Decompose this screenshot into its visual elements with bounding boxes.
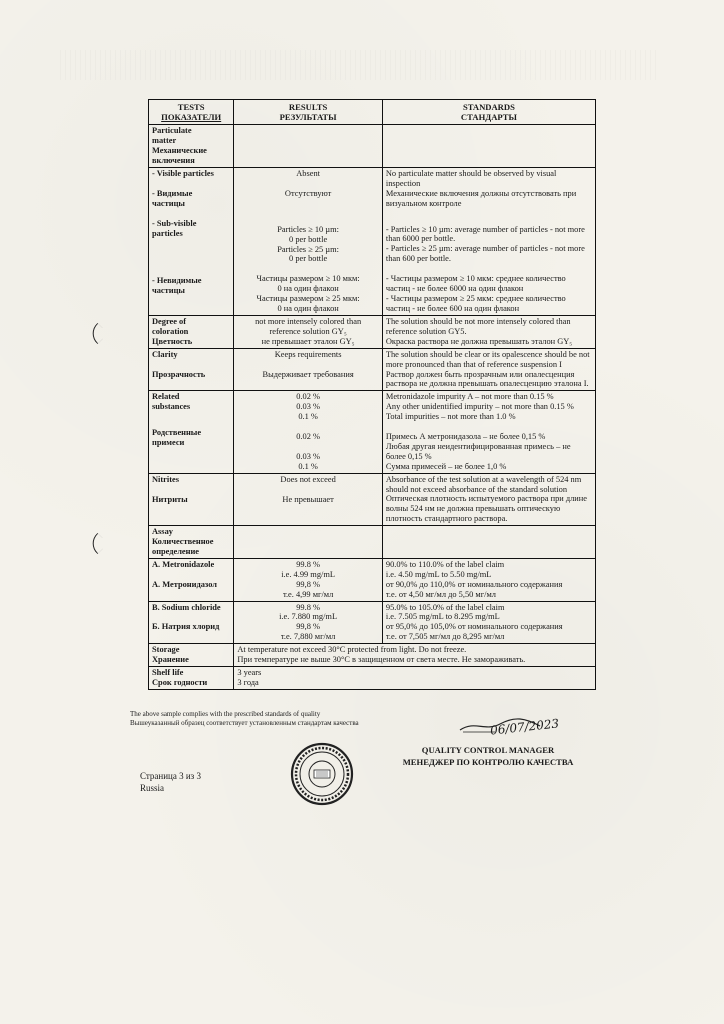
shelf-life-value: 3 years 3 года bbox=[234, 666, 596, 689]
test-standard: No particulate matter should be observed by visual inspection Механические включения должны отсутствовать при визуальном контроле - Particles ≥ 10 µm: average number of particles - not more than 6000 per bottle. - Particles ≥ 25 µm: average number of particles - not more than 600 per bottle. - Частицы размером ≥ 10 мкм: среднее количество частиц - не более 6000 на один флакон - Частицы размером ≥ 25 мкм: среднее количество частиц - не более 600 на один флакон bbox=[382, 167, 595, 315]
table-row bbox=[149, 167, 596, 315]
test-name: A. Metronidazole А. Метронидазол bbox=[149, 558, 234, 601]
test-name: Shelf life Срок годности bbox=[149, 666, 234, 689]
test-result: not more intensely colored than reference solution GY₅ не превышает эталон GY₅ bbox=[234, 315, 383, 348]
test-result: Does not exceed Не превышает bbox=[234, 473, 383, 526]
test-result: 99.8 % i.e. 7.880 mg/mL 99,8 % т.е. 7,880 мг/мл bbox=[234, 601, 383, 644]
test-name: Nitrites Нитриты bbox=[149, 473, 234, 526]
test-result: Absent Отсутствуют Particles ≥ 10 µm: 0 per bottle Particles ≥ 25 µm: 0 per bottle Частицы размером ≥ 10 мкм: 0 на один флакон Частицы размером ≥ 25 мкм: 0 на один флакон bbox=[234, 167, 383, 315]
table-row bbox=[149, 473, 596, 526]
test-standard: 95.0% to 105.0% of the label claim i.e. 7.505 mg/mL to 8.295 mg/mL от 95,0% до 105,0% от номинального содержания т.е. от 7,505 мг/мл до 8,295 мг/мл bbox=[382, 601, 595, 644]
storage-value: At temperature not exceed 30°C protected from light. Do not freeze. При температуре не выше 30°С в защищенном от света месте. Не замораживать. bbox=[234, 644, 596, 667]
company-seal-stamp bbox=[290, 742, 354, 806]
test-name: Related substances Родственные примеси bbox=[149, 391, 234, 473]
quality-control-table bbox=[148, 99, 596, 690]
table-row bbox=[149, 391, 596, 473]
punch-hole-mark bbox=[87, 533, 108, 554]
test-name: Assay Количественное определение bbox=[149, 526, 234, 559]
compliance-note: The above sample complies with the prescribed standards of quality Вышеуказанный образец соответствует установленным стандартам качества bbox=[130, 710, 359, 728]
punch-hole-mark bbox=[87, 323, 108, 344]
test-standard: The solution should be not more intensely colored than reference solution GY5. Окраска раствора не должна превышать эталон GY₅ bbox=[382, 315, 595, 348]
test-result: Keeps requirements Выдерживает требования bbox=[234, 348, 383, 391]
table-row bbox=[149, 125, 596, 168]
col-results-header: RESULTS РЕЗУЛЬТАТЫ bbox=[234, 100, 383, 125]
table-row bbox=[149, 526, 596, 559]
test-standard: The solution should be clear or its opalescence should be not more pronounced than that of reference suspension I Раствор должен быть прозрачным или опалесценция раствора не должна превышать опалесценцию эталона I. bbox=[382, 348, 595, 391]
test-result: 99.8 % i.e. 4.99 mg/mL 99,8 % т.е. 4,99 мг/мл bbox=[234, 558, 383, 601]
table-row bbox=[149, 601, 596, 644]
table-row bbox=[149, 348, 596, 391]
quality-control-manager-caption: QUALITY CONTROL MANAGER МЕНЕДЖЕР ПО КОНТРОЛЮ КАЧЕСТВА bbox=[402, 745, 574, 767]
table-header-row bbox=[149, 100, 596, 125]
table-row bbox=[149, 666, 596, 689]
col-standards-header: STANDARDS СТАНДАРТЫ bbox=[382, 100, 595, 125]
page-number: Страница 3 из 3 Russia bbox=[140, 771, 201, 793]
test-standard: Absorbance of the test solution at a wavelength of 524 nm should not exceed absorbance of the standard solution Оптическая плотность испытуемого раствора при длине волны 524 нм не должна превышать оптическую плотность стандартного раствора. bbox=[382, 473, 595, 526]
table-row bbox=[149, 315, 596, 348]
test-result: 0.02 % 0.03 % 0.1 % 0.02 % 0.03 % 0.1 % bbox=[234, 391, 383, 473]
table-row bbox=[149, 644, 596, 667]
scan-noise bbox=[60, 50, 660, 80]
test-name: B. Sodium chloride Б. Натрия хлорид bbox=[149, 601, 234, 644]
test-standard: Metronidazole impurity A – not more than 0.15 % Any other unidentified impurity – not more than 0.15 % Total impurities – not more than 1.0 % Примесь А метронидазола – не более 0,15 % Любая другая неидентифицированная примесь – не более 0,15 % Сумма примесей – не более 1,0 % bbox=[382, 391, 595, 473]
test-name: Storage Хранение bbox=[149, 644, 234, 667]
test-name: - Visible particles - Видимые частицы - Sub-visible particles - Невидимые частицы bbox=[149, 167, 234, 315]
table-row bbox=[149, 558, 596, 601]
col-tests-header: TESTS ПОКАЗАТЕЛИ bbox=[149, 100, 234, 125]
test-name: Particulate matter Механические включения bbox=[149, 125, 234, 168]
signature-date: 06/07/2023 bbox=[489, 716, 560, 738]
test-standard: 90.0% to 110.0% of the label claim i.e. 4.50 mg/mL to 5.50 mg/mL от 90,0% до 110,0% от номинального содержания т.е. от 4,50 мг/мл до 5,50 мг/мл bbox=[382, 558, 595, 601]
test-name: Degree of coloration Цветность bbox=[149, 315, 234, 348]
test-name: Clarity Прозрачность bbox=[149, 348, 234, 391]
